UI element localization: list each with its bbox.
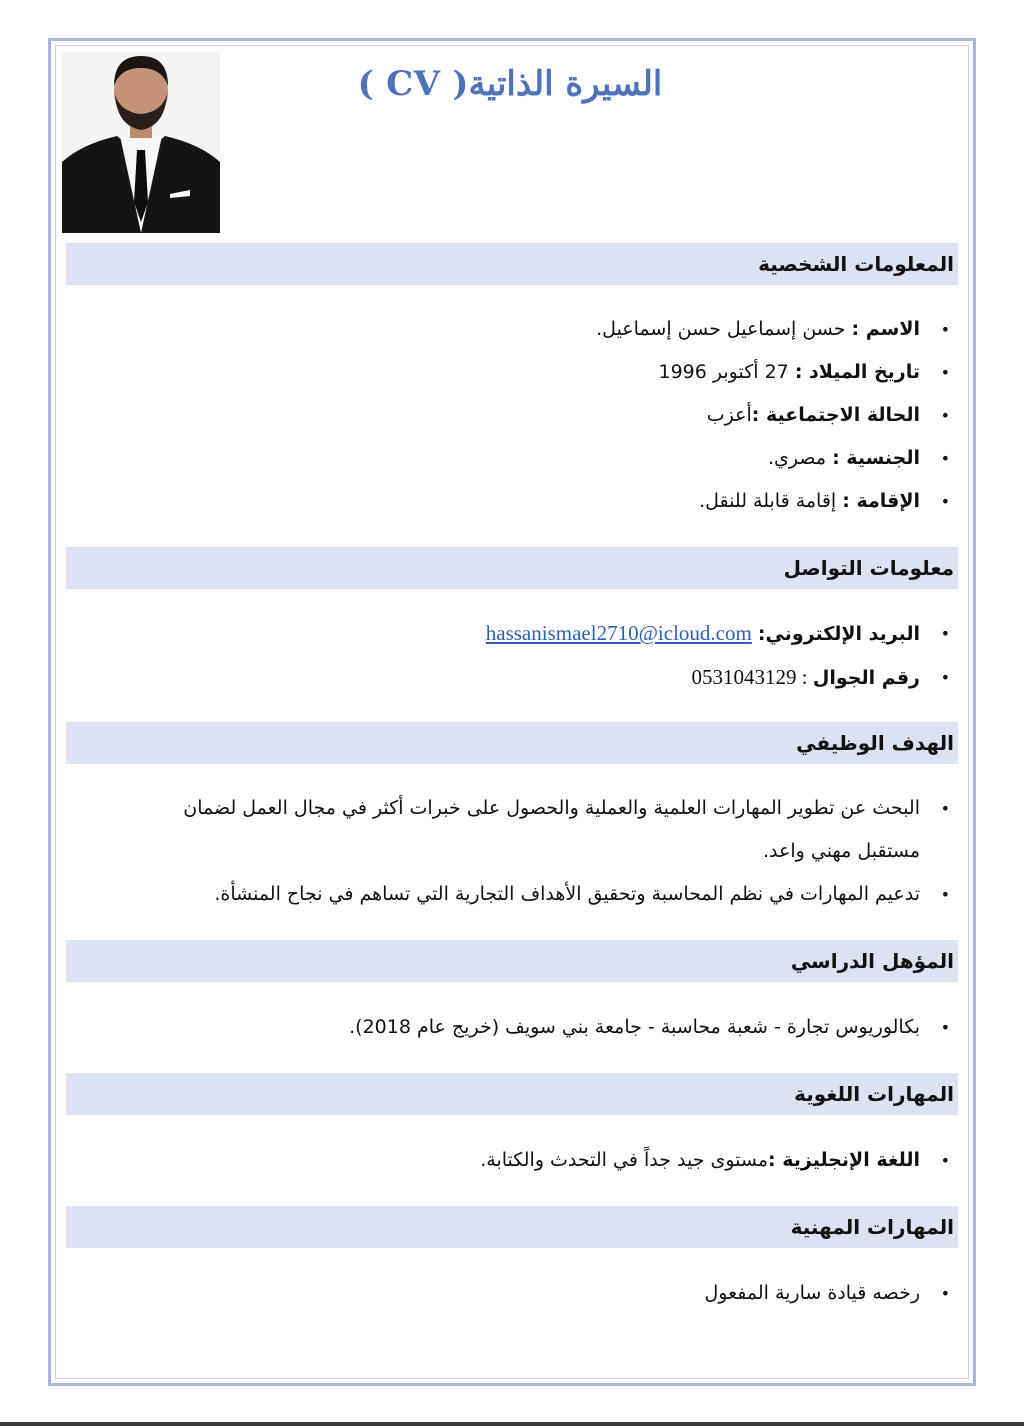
section-professional-skills <box>66 1206 958 1248</box>
objective-list <box>120 787 950 916</box>
bullet: • <box>940 492 950 511</box>
section-career-objective <box>66 722 958 764</box>
section-personal-info <box>66 243 958 285</box>
list-item <box>486 656 950 700</box>
list-item <box>485 612 950 656</box>
list-item <box>596 308 950 351</box>
item-text: بكالوريوس تجارة - شعبة محاسبة - جامعة بني سويف (خريج عام 2018). <box>349 1016 920 1038</box>
section-contact-info <box>66 547 958 589</box>
bullet: • <box>940 799 950 818</box>
list-item <box>596 437 950 480</box>
item-text: البحث عن تطوير المهارات العلمية والعملية والحصول على خبرات أكثر في مجال العمل لضمان مستقبل مهني واعد. <box>183 797 920 862</box>
section-heading: معلومات التواصل <box>783 556 954 580</box>
section-language-skills <box>66 1073 958 1115</box>
item-text: تدعيم المهارات في نظم المحاسبة وتحقيق الأهداف التجارية التي تساهم في نجاح المنشأة. <box>214 883 920 905</box>
profile-photo <box>62 52 220 233</box>
bullet: • <box>940 1284 950 1303</box>
list-item <box>349 1006 950 1049</box>
bullet: • <box>940 1151 950 1170</box>
item-label: الاسم : <box>851 318 920 340</box>
list-item <box>596 394 950 437</box>
professional-skills-list <box>704 1272 950 1315</box>
list-item <box>120 873 950 916</box>
phone-number: : 0531043129 <box>691 665 813 689</box>
bullet: • <box>940 668 950 687</box>
item-text: رخصه قيادة سارية المفعول <box>704 1282 920 1304</box>
item-value: إقامة قابلة للنقل. <box>699 490 843 512</box>
contact-info-list <box>485 612 950 700</box>
section-heading: المهارات اللغوية <box>794 1082 954 1106</box>
language-list <box>480 1139 950 1182</box>
list-item <box>596 351 950 394</box>
bullet: • <box>940 449 950 468</box>
list-item <box>480 1139 950 1182</box>
cv-title: السيرة الذاتية( CV ) <box>357 64 663 104</box>
section-heading: الهدف الوظيفي <box>796 731 954 755</box>
portrait-photo-icon <box>62 52 220 233</box>
list-item <box>596 480 950 523</box>
list-item <box>120 787 950 873</box>
bullet: • <box>940 1018 950 1037</box>
bottom-edge <box>0 1422 1024 1426</box>
education-list <box>349 1006 950 1049</box>
bullet: • <box>940 624 950 643</box>
item-value: 27 أكتوبر 1996 <box>658 361 795 383</box>
bullet: • <box>940 320 950 339</box>
item-value: مستوى جيد جداً في التحدث والكتابة. <box>480 1149 769 1171</box>
item-label: اللغة الإنجليزية : <box>768 1149 920 1171</box>
item-label: الجنسية : <box>832 447 920 469</box>
email-link[interactable]: hassanismael2710@icloud.com <box>485 621 752 645</box>
item-label: الإقامة : <box>842 490 920 512</box>
item-value: مصري. <box>767 447 833 469</box>
bullet: • <box>940 363 950 382</box>
section-education <box>66 940 958 982</box>
email-label: البريد الإلكتروني: <box>757 623 920 645</box>
section-heading: المؤهل الدراسي <box>790 949 954 973</box>
list-item <box>704 1272 950 1315</box>
bullet: • <box>940 885 950 904</box>
item-label: تاريخ الميلاد : <box>794 361 920 383</box>
item-label: الحالة الاجتماعية : <box>751 404 920 426</box>
item-value: أعزب <box>706 404 752 426</box>
section-heading: المعلومات الشخصية <box>758 252 954 276</box>
phone-label: رقم الجوال <box>812 667 920 689</box>
bullet: • <box>940 406 950 425</box>
personal-info-list <box>596 308 950 523</box>
item-value: حسن إسماعيل حسن إسماعيل. <box>596 318 852 340</box>
section-heading: المهارات المهنية <box>790 1215 954 1239</box>
